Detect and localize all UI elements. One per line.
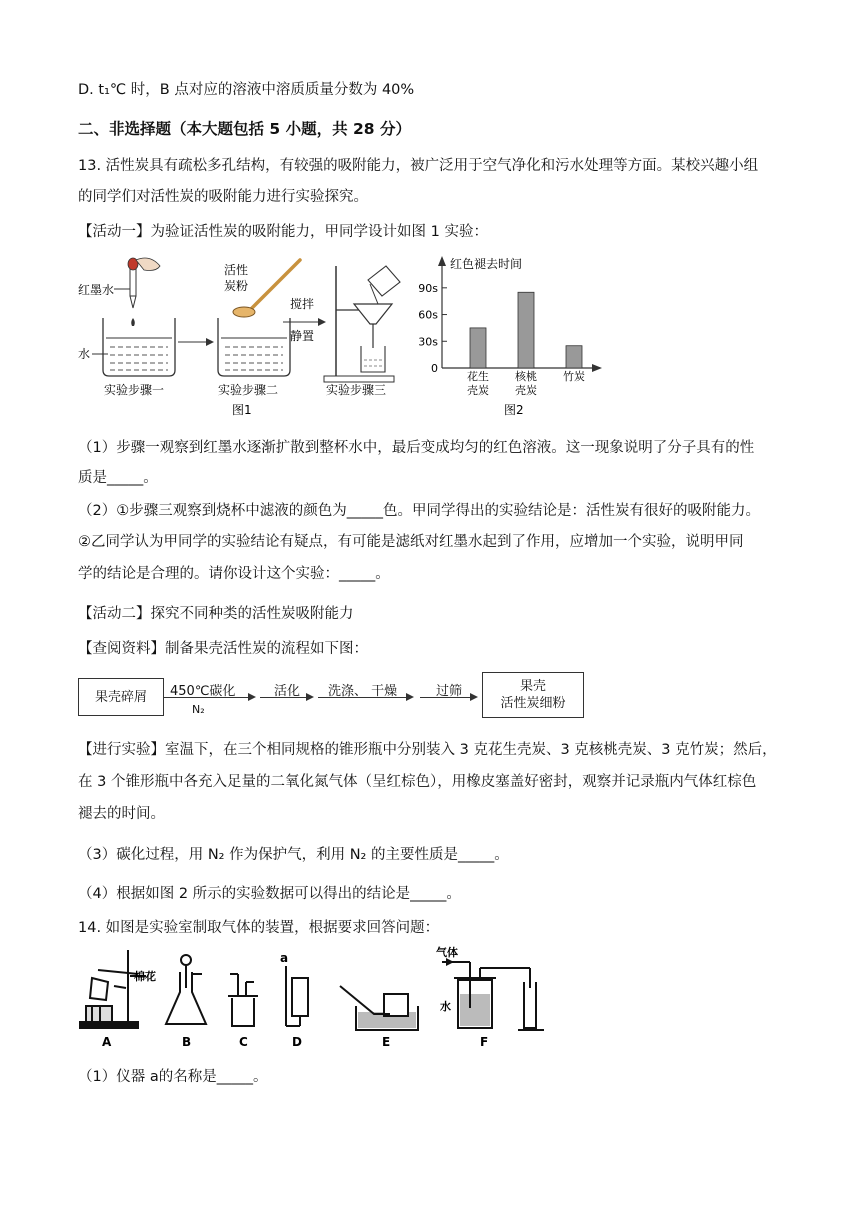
y-tick-label: 30s <box>418 335 438 349</box>
q13-stem-2: 的同学们对活性炭的吸附能力进行实验探究。 <box>78 189 368 205</box>
label-carbon: 活性 <box>224 263 249 277</box>
q13-part3: （3）碳化过程，用 N₂ 作为保护气，利用 N₂ 的主要性质是_____。 <box>78 847 509 863</box>
apparatus-c <box>228 974 258 1026</box>
q13-part4: （4）根据如图 2 所示的实验数据可以得出的结论是_____。 <box>78 886 461 902</box>
apparatus-f <box>442 958 544 1030</box>
q13-part2-b: ②乙同学认为甲同学的实验结论有疑点，有可能是滤纸对红墨水起到了作用，应增加一个实验，说明甲同 <box>78 534 744 550</box>
q13-part1-a: （1）步骤一观察到红墨水逐渐扩散到整杯水中，最后变成均匀的红色溶液。这一现象说明了分子具有的性 <box>78 440 755 456</box>
label-water: 水 <box>78 347 91 361</box>
activity-one: 【活动一】为验证活性炭的吸附能力，甲同学设计如图 1 实验： <box>78 224 488 240</box>
flow-arrow-2 <box>260 697 312 698</box>
flow-start: 果壳碎屑 <box>94 689 147 705</box>
y-tick-label: 0 <box>431 362 438 375</box>
label-red-ink: 红墨水 <box>78 283 115 297</box>
flow-arrow-4 <box>420 697 476 698</box>
flow-end-line1: 果壳 <box>519 679 546 694</box>
label-b: B <box>182 1035 192 1049</box>
section-heading: 二、非选择题（本大题包括 5 小题，共 28 分） <box>78 120 411 138</box>
label-step3: 实验步骤三 <box>326 383 387 397</box>
flow-step-sieve: 过筛 <box>436 684 463 699</box>
bar-3 <box>566 346 582 368</box>
label-a: A <box>102 1035 112 1049</box>
flow-gas-n2: N₂ <box>192 703 205 716</box>
flow-start-box <box>78 678 164 716</box>
activity-two: 【活动二】探究不同种类的活性炭吸附能力 <box>78 606 354 622</box>
caption-figure-1: 图1 <box>232 403 252 417</box>
experiment-2: 在 3 个锥形瓶中各充入足量的二氧化氮气体（呈红棕色），用橡皮塞盖好密封，观察并记录瓶内气体红棕色 <box>78 774 757 790</box>
apparatus-b <box>166 955 206 1024</box>
label-step1: 实验步骤一 <box>104 383 165 397</box>
x-tick-label: 核桃 <box>515 370 537 383</box>
label-settle: 静置 <box>290 329 315 343</box>
experiment-1: 【进行实验】室温下，在三个相同规格的锥形瓶中分别装入 3 克花生壳炭、3 克核桃壳炭、3 克竹炭；然后， <box>78 742 777 758</box>
y-axis-label: 红色褪去时间 <box>450 257 523 271</box>
bar-2 <box>518 292 534 368</box>
q14-part1: （1）仪器 a的名称是_____。 <box>78 1069 268 1085</box>
bar-1 <box>470 328 486 368</box>
flow-step-wash-dry: 洗涤、 干燥 <box>328 684 398 699</box>
label-instrument-a: a <box>280 951 289 965</box>
y-tick-label: 90s <box>418 281 438 295</box>
figure-1 <box>78 252 418 422</box>
x-tick-label: 壳炭 <box>467 384 489 397</box>
y-tick-label: 60s <box>418 308 438 322</box>
q13-part2-c: 学的结论是合理的。请你设计这个实验：_____。 <box>78 566 390 582</box>
apparatus-e <box>340 986 418 1030</box>
label-gas: 气体 <box>436 946 458 959</box>
caption-figure-2: 图2 <box>504 403 524 417</box>
flow-arrow-3 <box>318 697 412 698</box>
label-carbon-2: 炭粉 <box>224 279 249 293</box>
x-tick-label: 壳炭 <box>515 384 537 397</box>
apparatus-d <box>286 966 308 1026</box>
beaker-step2 <box>218 260 300 376</box>
label-c: C <box>239 1035 248 1049</box>
flow-arrow-1 <box>164 697 254 698</box>
figure-2-chart <box>418 252 616 422</box>
beaker-step1 <box>92 258 175 376</box>
label-cotton: 棉花 <box>134 970 156 983</box>
flow-end-box <box>482 672 584 718</box>
label-d: D <box>292 1035 302 1049</box>
filtration-setup <box>324 266 400 382</box>
label-step2: 实验步骤二 <box>218 383 279 397</box>
label-e: E <box>382 1035 391 1049</box>
reference-material: 【查阅资料】制备果壳活性炭的流程如下图： <box>78 641 368 657</box>
x-tick-label: 竹炭 <box>563 370 585 383</box>
x-tick-label: 花生 <box>467 370 489 383</box>
option-d: D. t₁℃ 时，B 点对应的溶液中溶质质量分数为 40% <box>78 82 415 98</box>
q14-stem: 14. 如图是实验室制取气体的装置，根据要求回答问题： <box>78 920 440 936</box>
label-stir: 搅拌 <box>290 297 315 311</box>
label-water-f: 水 <box>440 1000 451 1013</box>
flow-end-line2: 活性炭细粉 <box>500 696 566 711</box>
apparatus-a <box>80 950 146 1028</box>
experiment-3: 褪去的时间。 <box>78 806 165 822</box>
label-f: F <box>480 1035 489 1049</box>
q13-part1-b: 质是_____。 <box>78 470 158 486</box>
apparatus-figure <box>78 944 558 1050</box>
q13-part2-a: （2）①步骤三观察到烧杯中滤液的颜色为_____色。甲同学得出的实验结论是：活性炭有很好的吸附能力。 <box>78 503 760 519</box>
flow-step-carbonize: 450℃碳化 <box>170 684 236 699</box>
q13-stem-1: 13. 活性炭具有疏松多孔结构，有较强的吸附能力，被广泛用于空气净化和污水处理等方面。某校兴趣小组 <box>78 158 759 174</box>
flow-step-activate: 活化 <box>274 684 301 699</box>
